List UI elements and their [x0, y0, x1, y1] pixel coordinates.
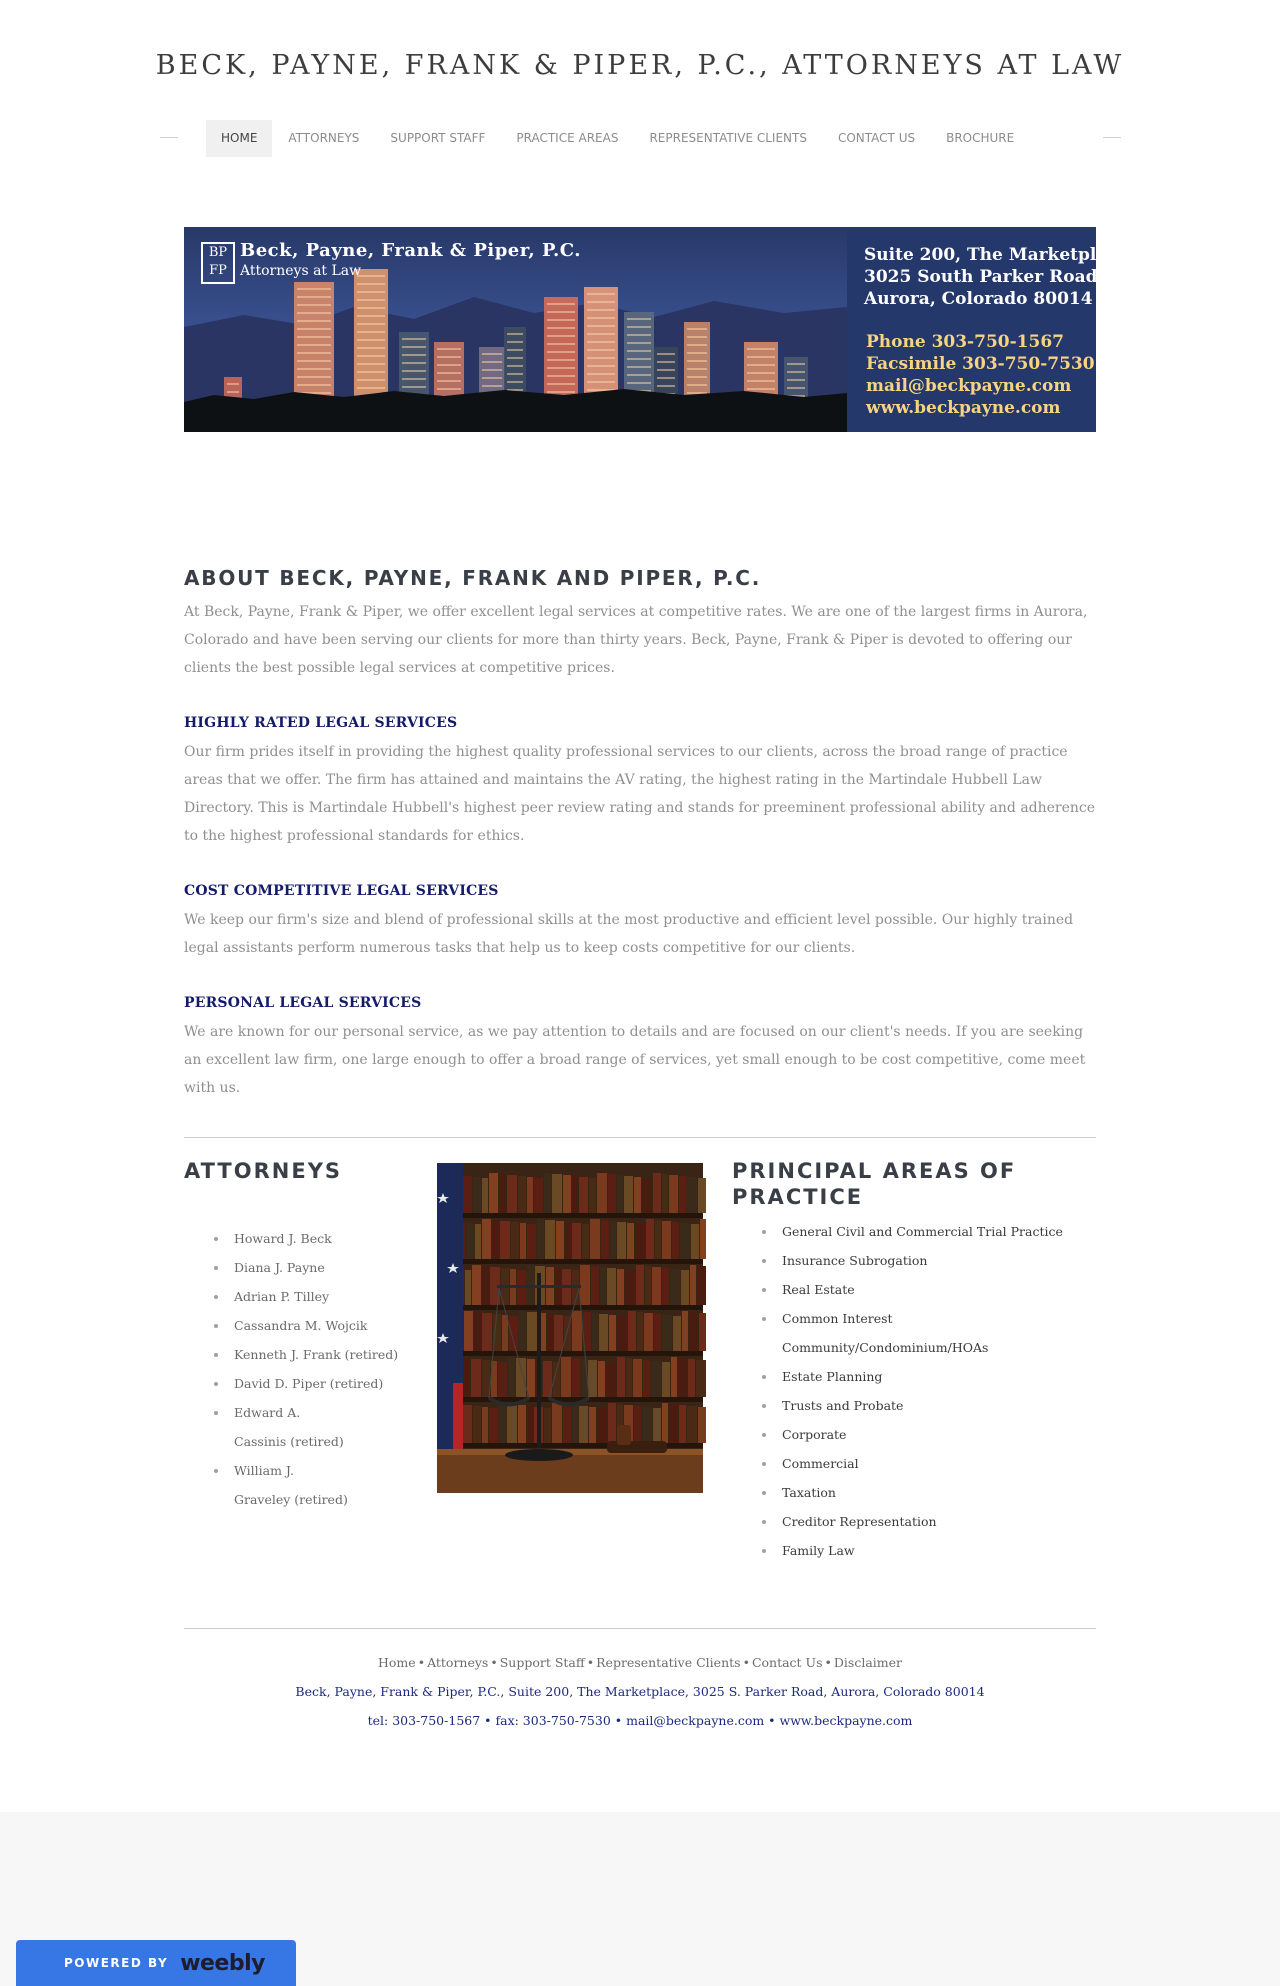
- practice-area-item-text: Family Law: [782, 1543, 855, 1558]
- logo-top: BP: [208, 245, 228, 260]
- attorney-item-text: Graveley (retired): [234, 1492, 348, 1507]
- footer-link-support-staff[interactable]: Support Staff: [499, 1655, 585, 1670]
- attorney-item-text: William J.: [234, 1463, 294, 1478]
- weebly-logo: weebly: [180, 1950, 265, 1976]
- nav-divider-left: [160, 137, 178, 138]
- attorney-item: [214, 1340, 414, 1369]
- attorney-item: [214, 1456, 414, 1514]
- attorney-item: [214, 1224, 414, 1253]
- banner-address-line: 3025 South Parker Road: [864, 267, 1098, 287]
- practice-area-item: [762, 1304, 1096, 1362]
- attorney-item-text: Edward A.: [234, 1405, 301, 1420]
- practice-area-item-text: Estate Planning: [782, 1369, 883, 1384]
- practice-area-item-text: Common Interest: [782, 1311, 893, 1326]
- practice-area-item: [762, 1362, 1096, 1391]
- attorney-item: [214, 1369, 414, 1398]
- attorney-item-text: Cassandra M. Wojcik: [234, 1318, 368, 1333]
- practice-area-item-text: Trusts and Probate: [782, 1398, 904, 1413]
- attorney-item: [214, 1282, 414, 1311]
- attorney-item-text: Kenneth J. Frank (retired): [234, 1347, 399, 1362]
- footer-address: Beck, Payne, Frank & Piper, P.C., Suite 200, The Marketplace, 3025 S. Parker Road, Aurora, Colorado 80014: [295, 1684, 985, 1699]
- practice-area-item-text: Corporate: [782, 1427, 847, 1442]
- footer-contact[interactable]: tel: 303-750-1567 • fax: 303-750-7530 • mail@beckpayne.com • www.beckpayne.com: [367, 1713, 913, 1728]
- banner-address-line: Aurora, Colorado 80014: [864, 289, 1093, 309]
- weebly-powered-label: POWERED BY: [64, 1956, 169, 1970]
- practice-area-item-text: Insurance Subrogation: [782, 1253, 928, 1268]
- footer-nav-separator: •: [586, 1655, 595, 1670]
- section-heading-highly-rated: HIGHLY RATED LEGAL SERVICES: [184, 715, 458, 731]
- practice-area-item: [762, 1420, 1096, 1449]
- nav-item-home[interactable]: HOME: [206, 120, 272, 157]
- main-nav: [0, 120, 1280, 157]
- footer-link-disclaimer[interactable]: Disclaimer: [833, 1655, 902, 1670]
- attorney-item: [214, 1398, 414, 1456]
- nav-item-representative-clients[interactable]: REPRESENTATIVE CLIENTS: [649, 131, 807, 145]
- banner-website: www.beckpayne.com: [866, 398, 1061, 418]
- scales-of-justice-photo: [437, 1163, 703, 1493]
- attorney-item-text: Howard J. Beck: [234, 1231, 332, 1246]
- nav-item-attorneys[interactable]: ATTORNEYS: [288, 131, 360, 145]
- footer-nav-separator: •: [824, 1655, 832, 1670]
- practice-heading-line: PRINCIPAL AREAS OF: [732, 1159, 1017, 1183]
- practice-area-item-text: Commercial: [782, 1456, 859, 1471]
- footer-nav-separator: •: [417, 1655, 426, 1670]
- practice-area-item-text: Community/Condominium/HOAs: [782, 1340, 989, 1355]
- practice-area-item-text: Creditor Representation: [782, 1514, 937, 1529]
- attorney-item: [214, 1253, 414, 1282]
- practice-area-item: [762, 1246, 1096, 1275]
- footer-nav: [0, 1655, 1280, 1670]
- section-divider: [184, 1137, 1096, 1138]
- attorney-item-text: David D. Piper (retired): [234, 1376, 384, 1391]
- footer-divider: [184, 1628, 1096, 1629]
- nav-divider-right: [1103, 137, 1121, 138]
- attorney-item-text: Diana J. Payne: [234, 1260, 325, 1275]
- practice-heading-line: PRACTICE: [732, 1185, 864, 1209]
- footer-link-representative-clients[interactable]: Representative Clients: [596, 1655, 741, 1670]
- footer-nav-separator: •: [742, 1655, 750, 1670]
- attorney-item-text: Cassinis (retired): [234, 1434, 344, 1449]
- practice-area-item: [762, 1536, 1096, 1565]
- practice-area-item: [762, 1507, 1096, 1536]
- practice-area-item-text: General Civil and Commercial Trial Practice: [782, 1224, 1063, 1239]
- banner-phone: Phone 303-750-1567: [866, 332, 1064, 352]
- practice-area-item-text: Real Estate: [782, 1282, 855, 1297]
- practice-area-item-text: Taxation: [782, 1485, 836, 1500]
- practice-areas-list: [762, 1217, 1096, 1565]
- law-library-image: [437, 1163, 703, 1493]
- logo-bottom: FP: [209, 263, 227, 278]
- footer-link-attorneys[interactable]: Attorneys: [427, 1655, 489, 1670]
- footer-link-home[interactable]: Home: [378, 1655, 416, 1670]
- practice-area-item: [762, 1391, 1096, 1420]
- nav-item-brochure[interactable]: BROCHURE: [946, 131, 1015, 145]
- practice-heading: [732, 1158, 1072, 1210]
- about-intro: At Beck, Payne, Frank & Piper, we offer excellent legal services at competitive rates. We are one of the largest firms in Aurora, Colorado and have been serving our clients for more than thirty years. Beck, Payne, Frank & Piper is devoted to offering our clients the best possible legal services at competitive prices.: [184, 604, 1088, 676]
- firm-monogram-logo: [201, 242, 235, 284]
- footer-link-contact-us[interactable]: Contact Us: [751, 1655, 823, 1670]
- attorneys-heading: ATTORNEYS: [184, 1159, 343, 1183]
- practice-area-item: [762, 1217, 1096, 1246]
- about-heading: ABOUT BECK, PAYNE, FRANK AND PIPER, P.C.: [184, 566, 762, 590]
- section-heading-cost-competitive: COST COMPETITIVE LEGAL SERVICES: [184, 883, 499, 899]
- nav-item-practice-areas[interactable]: PRACTICE AREAS: [516, 131, 619, 145]
- practice-area-item: [762, 1275, 1096, 1304]
- banner-firm-name: Beck, Payne, Frank & Piper, P.C.: [240, 240, 582, 261]
- practice-area-item: [762, 1478, 1096, 1507]
- weebly-badge[interactable]: [16, 1940, 296, 1986]
- header-banner: [184, 227, 1129, 432]
- nav-item-support-staff[interactable]: SUPPORT STAFF: [390, 131, 486, 145]
- attorney-item: [214, 1311, 414, 1340]
- nav-items: [206, 120, 1030, 157]
- section-text-cost-competitive: We keep our firm's size and blend of professional skills at the most productive and efficient level possible. Our highly trained legal assistants perform numerous tasks that help us to keep costs competitive for our clients.: [184, 912, 1074, 956]
- nav-item-contact-us[interactable]: CONTACT US: [837, 131, 916, 145]
- section-text-highly-rated: Our firm prides itself in providing the highest quality professional services to our clients, across the broad range of practice areas that we offer. The firm has attained and maintains the AV rating, the highest rating in the Martindale Hubbell Law Directory. This is Martindale Hubbell's highest peer review rating and stands for preeminent professional ability and adherence to the highest professional standards for ethics.: [184, 744, 1096, 844]
- banner-email: mail@beckpayne.com: [866, 376, 1072, 396]
- section-heading-personal: PERSONAL LEGAL SERVICES: [184, 995, 422, 1011]
- site-title[interactable]: BECK, PAYNE, FRANK & PIPER, P.C., ATTORNEYS AT LAW: [155, 50, 1125, 81]
- flag-graphic: [437, 1163, 463, 1463]
- banner-fax: Facsimile 303-750-7530: [866, 354, 1095, 374]
- section-text-personal: We are known for our personal service, as we pay attention to details and are focused on our client's needs. If you are seeking an excellent law firm, one large enough to offer a broad range of services, yet small enough to be cost competitive, come meet with us.: [184, 1024, 1086, 1096]
- footer-nav-separator: •: [490, 1655, 498, 1670]
- practice-area-item: [762, 1449, 1096, 1478]
- banner-address-line: Suite 200, The Marketplace: [864, 245, 1129, 265]
- banner-subtitle: Attorneys at Law: [240, 263, 362, 279]
- attorneys-list: [214, 1224, 414, 1514]
- attorney-item-text: Adrian P. Tilley: [234, 1289, 330, 1304]
